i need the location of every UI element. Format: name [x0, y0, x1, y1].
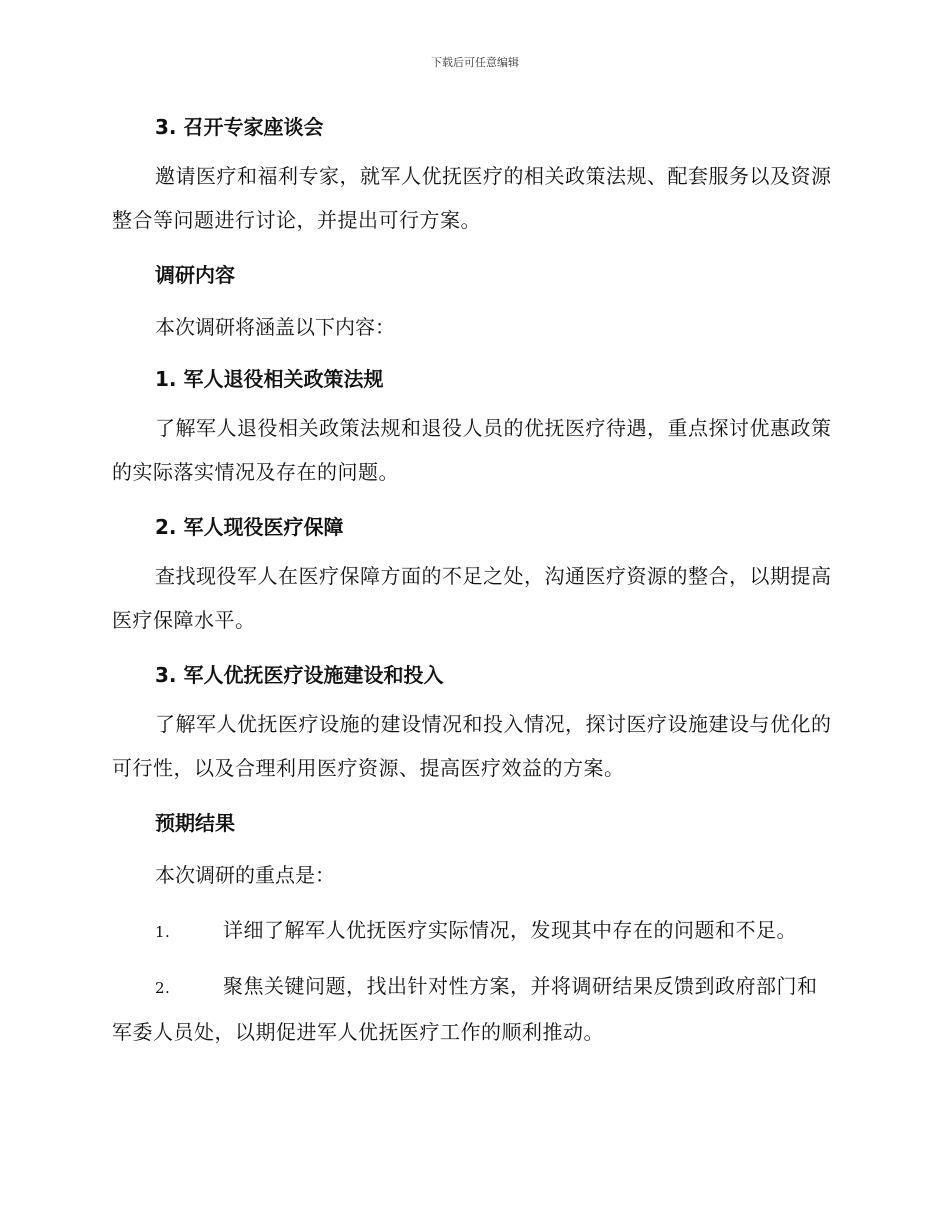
document-body	[112, 110, 834, 1054]
section-intro-expected-results: 本次调研的重点是：	[155, 863, 335, 887]
section-heading-retirement-policy: 1. 军人退役相关政策法规	[155, 367, 384, 391]
section-paragraph-active-medical: 查找现役军人在医疗保障方面的不足之处，沟通医疗资源的整合，以期提高医疗保障水平。	[112, 564, 832, 632]
section-heading-research-content: 调研内容	[155, 263, 235, 287]
section-paragraph-retirement-policy: 了解军人退役相关政策法规和退役人员的优抚医疗待遇，重点探讨优惠政策的实际落实情况及存在的问题。	[112, 416, 832, 484]
section-heading-expert-forum: 3. 召开专家座谈会	[155, 115, 324, 139]
section-heading-facilities: 3. 军人优抚医疗设施建设和投入	[155, 663, 444, 687]
list-item-text: 聚焦关键问题，找出针对性方案，并将调研结果反馈到政府部门和军委人员处，以期促进军人优抚医疗工作的顺利推动。	[112, 974, 818, 1044]
section-intro-research-content: 本次调研将涵盖以下内容：	[155, 315, 395, 339]
section-heading-expected-results: 预期结果	[155, 811, 235, 835]
list-item-number: 2.	[155, 979, 171, 997]
list-item-text: 详细了解军人优抚医疗实际情况，发现其中存在的问题和不足。	[223, 918, 797, 942]
page-header: 下载后可任意编辑	[431, 56, 519, 69]
list-item	[112, 964, 834, 1054]
list-item	[112, 908, 834, 954]
section-paragraph-expert-forum: 邀请医疗和福利专家，就军人优抚医疗的相关政策法规、配套服务以及资源整合等问题进行讨论，并提出可行方案。	[112, 164, 832, 232]
section-heading-active-medical: 2. 军人现役医疗保障	[155, 515, 344, 539]
list-item-number: 1.	[155, 923, 171, 941]
section-paragraph-facilities: 了解军人优抚医疗设施的建设情况和投入情况，探讨医疗设施建设与优化的可行性，以及合理利用医疗资源、提高医疗效益的方案。	[112, 712, 832, 780]
